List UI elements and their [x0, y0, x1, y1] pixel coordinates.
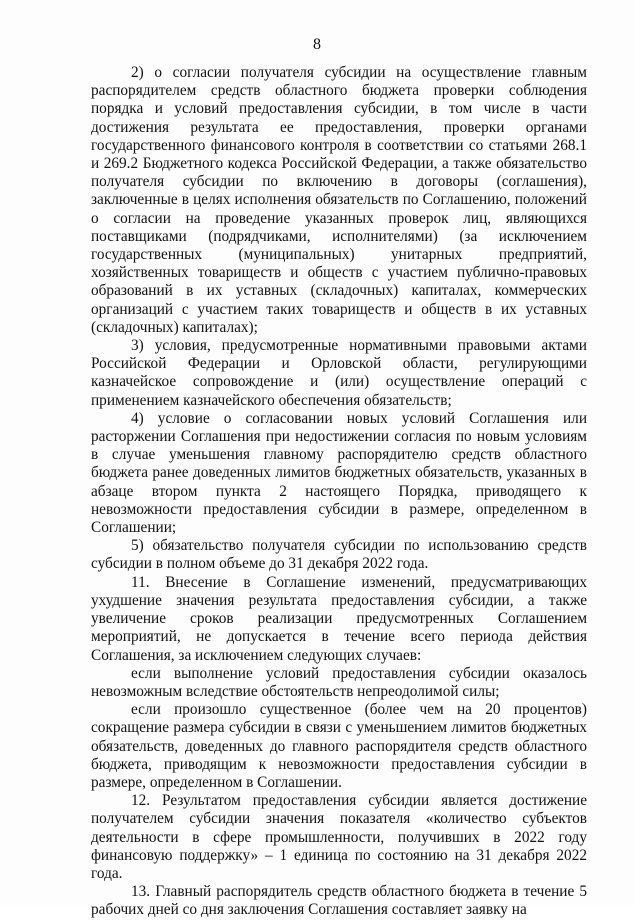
paragraph-clause-13: 13. Главный распорядитель средств областного бюджета в течение 5 рабочих дней со дня заключения Соглашения составляет заявку на: [91, 883, 587, 919]
page-number: 8: [313, 36, 321, 53]
paragraph-item-3: 3) условия, предусмотренные нормативными правовыми актами Российской Федерации и Орловской области, регулирующими казначейское сопровождение и (или) осуществление операций с применением казначейского обеспечения обязательств;: [91, 337, 587, 409]
paragraph-item-4: 4) условие о согласовании новых условий Соглашения или расторжении Соглашения при недостижении согласия по новым условиям в случае уменьшения главному распорядителю средств областного бюджета ранее доведенных лимитов бюджетных обязательств, указанных в абзаце втором пункта 2 настоящего Порядка, приводящего к невозможности предоставления субсидии в размере, определенном в Соглашении;: [91, 409, 587, 537]
document-body: [91, 64, 587, 920]
paragraph-exception-1: если выполнение условий предоставления субсидии оказалось невозможным вследствие обстоятельств непреодолимой силы;: [91, 664, 587, 700]
paragraph-item-2: 2) о согласии получателя субсидии на осуществление главным распорядителем средств областного бюджета проверки соблюдения порядка и условий предоставления субсидии, в том числе в части достижения результата ее предоставления, проверки органами государственного финансового контроля в соответствии со статьями 268.1 и 269.2 Бюджетного кодекса Российской Федерации, а также обязательство получателя субсидии по включению в договоры (соглашения), заключенные в целях исполнения обязательств по Соглашению, положений о согласии на проведение указанных проверок лиц, являющихся поставщиками (подрядчиками, исполнителями) (за исключением государственных (муниципальных) унитарных предприятий, хозяйственных товариществ и обществ с участием публично-правовых образований в их уставных (складочных) капиталах, коммерческих организаций с участием таких товариществ и обществ в их уставных (складочных) капиталах);: [91, 64, 587, 336]
paragraph-clause-11: 11. Внесение в Соглашение изменений, предусматривающих ухудшение значения результата предоставления субсидии, а также увеличение сроков реализации предусмотренных Соглашением мероприятий, не допускается в течение всего периода действия Соглашения, за исключением следующих случаев:: [91, 573, 587, 664]
paragraph-clause-12: 12. Результатом предоставления субсидии является достижение получателем субсидии значения показателя «количество субъектов деятельности в сфере промышленности, получивших в 2022 году финансовую поддержку» – 1 единица по состоянию на 31 декабря 2022 года.: [91, 792, 587, 882]
paragraph-item-5: 5) обязательство получателя субсидии по использованию средств субсидии в полном объеме до 31 декабря 2022 года.: [91, 537, 587, 573]
paragraph-exception-2: если произошло существенное (более чем на 20 процентов) сокращение размера субсидии в связи с уменьшением лимитов бюджетных обязательств, доведенных до главного распорядителя средств областного бюджета, приводящим к невозможности предоставления субсидии в размере, определенном в Соглашении.: [91, 701, 587, 791]
